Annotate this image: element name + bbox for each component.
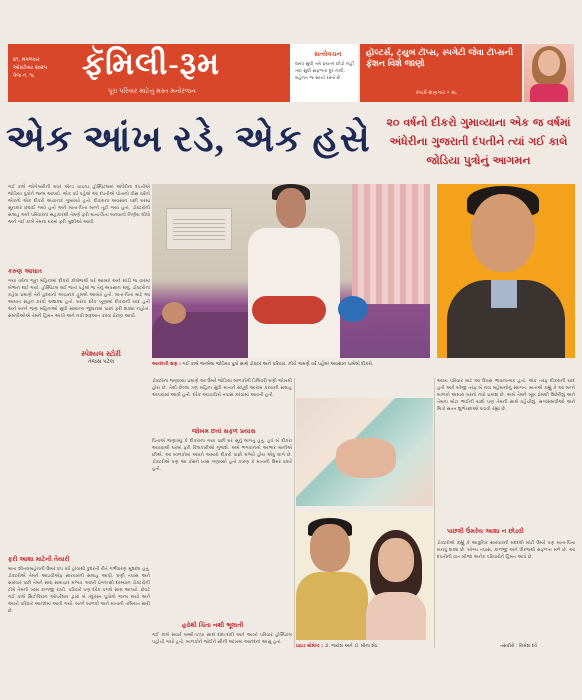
newborn-photo	[296, 398, 433, 506]
hospital-photo	[152, 184, 430, 358]
special-label-text: સ્પેશ્યલ સ્ટોરી	[81, 350, 121, 358]
middle-heading-1: જોખમ છતાં સફળ પ્રયાસ	[192, 428, 256, 435]
article-headline: એક આંખ રડે, એક હસે	[6, 119, 371, 160]
article-subhead: ૨૦ વર્ષનો દીકરો ગુમાવ્યાના એક જ વર્ષમાં અંધેરીના ગુજરાતી દંપતીને ત્યાં ગઈ કાલે જોડિયા પુત્રોનું આગમન	[386, 116, 571, 167]
middle-paragraph-1: ડૉક્ટરના જણાવ્યા પ્રમાણે આ ઉંમરે જોડિયાં બાળકોની ડિલિવરી ઘણી જોખમી હોય છે. તેથી છેલ્લા ત્રણ મહિના સુધી માતાને સંપૂર્ણ આરામ કરવાની સલાહ આપવામાં આવી હતી. દરેક અઠવાડિયે તપાસ કરવામાં આવતી હતી.	[152, 379, 292, 398]
masthead	[8, 44, 574, 102]
brand-logo: ફૅમિલી-રૂમ	[82, 46, 221, 81]
quote-text: જ્યાં સુધી તમે પ્રયત્ન છોડો નહીં ત્યાં સુધી સફળતા દૂર નથી, મહેનત જ સાચો રસ્તો છે.	[295, 62, 354, 81]
issue-meta: ૨૧, મંગળવાર ઓક્ટોબર ૨૦૨૫ પેજ નં. ૧૮	[13, 57, 48, 79]
middle-paragraph-3: ગઈ કાલે સવારે મમ્મી-પપ્પા સાથે દાદા-દાદી અને આખો પરિવાર હૉસ્પિટલ પહોંચી ગયો હતો. બાળકોને જોઈને સૌની આંખમાં આનંદનાં આંસુ હતાં.	[152, 633, 292, 645]
caption2-text: ડૉ. જયેશ અને ડૉ. મીના શેઠ	[324, 644, 378, 649]
intro-paragraph: ગઈ કાલે જોગેશ્વરીની મધર ઍન્ડ ચાઇલ્ડ હૉસ્પિટલમાં અંધેરીના દંપતીએ જોડિયા પુત્રોને જન્મ આપ્યો. એક વર્ષ પહેલાં આ દંપતીએ પોતાનો વીસ વર્ષનો એકનો એક દીકરો અચાનક ગુમાવ્યો હતો. દીકરાના અવસાન પછી ઘરમાં સૂનકાર છવાઈ ગયો હતો અને માતા-પિતા બન્ને તૂટી ગયાં હતાં. ડૉક્ટરોની સલાહ અને પરિવારના સહકારથી તેમણે ફરી માતા-પિતા બનવાનો નિર્ણય લીધો અને ગઈ કાલે તેમના ઘરમાં ફરી ખુશીઓ આવી.	[8, 185, 150, 225]
column-divider	[434, 378, 435, 648]
middle-paragraph-2: પિતાએ જણાવ્યું કે દીકરાના ગયા પછી ઘર સૂનું લાગતું હતું. હવે બે દીકરા આવવાથી ઘરમાં ફરી કિલકારીઓ ગુંજશે. અમે ભગવાનનો આભાર માનીએ છીએ. આ બાળકોમાં અમને અમારો દીકરો પાછો મળ્યો હોય એવું લાગે છે. ડૉક્ટરોએ પણ આ કેસને ખાસ ગણાવ્યો હતો કારણ કે માતાની ઉંમર વધારે હતી.	[152, 439, 292, 472]
right-paragraph-2: ડૉક્ટરોએ કહ્યું કે આધુનિક સારવારની મદદથી મોટી ઉંમરે પણ માતા-પિતા બનવું શક્ય છે. યોગ્ય તપાસ, કાળજી અને ધીરજથી સફળતા મળે છે. આ દંપતીની વાત બીજા અનેક પરિવારોને હિંમત આપે છે.	[437, 541, 575, 560]
section-heading-1: કરુણ આઘાત	[8, 268, 42, 275]
brand-block	[8, 44, 290, 102]
photo-credit: તસવીરો : નિમેશ દવે	[500, 644, 538, 649]
brand-tagline: પૂરા પરિવાર માટેનું મસ્ત મનોરંજન	[108, 87, 196, 95]
photo-caption-main	[152, 361, 575, 368]
author-name: તેજસ પટેલ	[88, 359, 114, 365]
caption-label: આનંદની ક્ષણ :	[152, 362, 181, 367]
section-heading-2: ફરી આશા માટેની તૈયારી	[8, 556, 70, 563]
promo-title: હૉલ્ટર્સ, ટ્યુબ ટૉપ્સ, સ્પગેટી જેવા ટૉપ્સની ફૅશન વિશે જાણો	[366, 48, 514, 69]
photo-caption-doctors	[296, 643, 433, 649]
special-story-label	[58, 350, 144, 366]
promo-thumbnail-photo	[524, 44, 574, 102]
doctors-photo	[296, 512, 433, 640]
promo-section: સ્પાર્ક-શણગાર • ૨૮	[416, 90, 458, 96]
section-paragraph-1: ગયા વર્ષના જૂન મહિનામાં દીકરો કૉલેજથી ઘરે આવ્યો અને થોડી જ વારમાં બેભાન થઈ ગયો. હૉસ્પિટલ લઈ જતાં પહેલાં જ તેનું અવસાન થયું. ડૉક્ટરોના કહેવા પ્રમાણે તેને હૃદયનો અચાનક હુમલો આવ્યો હતો. માતા-પિતા માટે આ આઘાત સહન કરવો અશક્ય હતો. ઘરના દરેક ખૂણામાં દીકરાની યાદ હતી અને બન્ને જણ મહિનાઓ સુધી સામાન્ય જીવનમાં પાછાં ફરી શક્યાં નહોતાં. સંબંધીઓએ તેમને હિંમત આપી અને નવી શરૂઆત કરવા પ્રેરણા આપી.	[8, 279, 150, 319]
column-divider	[294, 378, 295, 648]
middle-heading-2: હવેથી ચિંતા નથી ભૂલાતી	[182, 622, 244, 629]
caption-text: ગઈ કાલે જન્મેલા જોડિયા પુત્રો સાથે ડૉક્ટર અને પરિવાર. નીચે જમણે વર્ષ પહેલાં અવસાન પામેલો દીકરો.	[182, 362, 374, 367]
right-heading: પાછલી ઉંમરેય આશા ન છોડવી	[447, 528, 524, 535]
late-son-photo	[437, 184, 575, 358]
caption2-label: પ્રાઇડ મોમેન્ટ :	[296, 644, 324, 649]
promo-box	[360, 44, 522, 102]
quote-label: સત્યેવચન	[314, 50, 342, 58]
quote-box	[290, 44, 358, 102]
section-paragraph-2: માતા શીતલબહેનની ઉંમર ૪૫ વર્ષ હોવાથી કુદરતી રીતે ગર્ભધારણ મુશ્કેલ હતું. ડૉક્ટરોએ તેમને આઇવીએફ સારવારની સલાહ આપી. ઘણી તપાસ અને સારવાર પછી તેમને સારા સમાચાર મળ્યા. આખી પ્રેગ્નન્સી દરમ્યાન ડૉક્ટરોની ટીમે તેમની ખાસ કાળજી રાખી. પરિવારે પણ દરેક પગલે સાથ આપ્યો. છેવટે ગઈ કાલે સિઝેરિયન ઑપરેશન દ્વારા બે તંદુરસ્ત પુત્રોનો જન્મ થયો અને આખો પરિવાર આનંદમાં આવી ગયો. બન્ને બાળકો અને માતાની તબિયત સારી છે.	[8, 567, 150, 614]
right-paragraph-1: આખા પરિવાર માટે આ દિવસ ભાવનાત્મક હતો. એક તરફ દીકરાની યાદ હતી અને બીજી તરફ બે નવા મહેમાનોનું સ્વાગત. માતાએ કહ્યું કે આ બન્ને બાળકો અમારા ઘરનો નવો પ્રકાશ છે. અમે તેમને ખૂબ પ્રેમથી ઉછેરીશું અને તેમના મોટા ભાઈની યાદો પણ તેમની સાથે વહેંચીશું. સગાંસંબંધીઓ અને મિત્રો સતત શુભેચ્છાઓ પાઠવી રહ્યા છે.	[437, 379, 575, 412]
